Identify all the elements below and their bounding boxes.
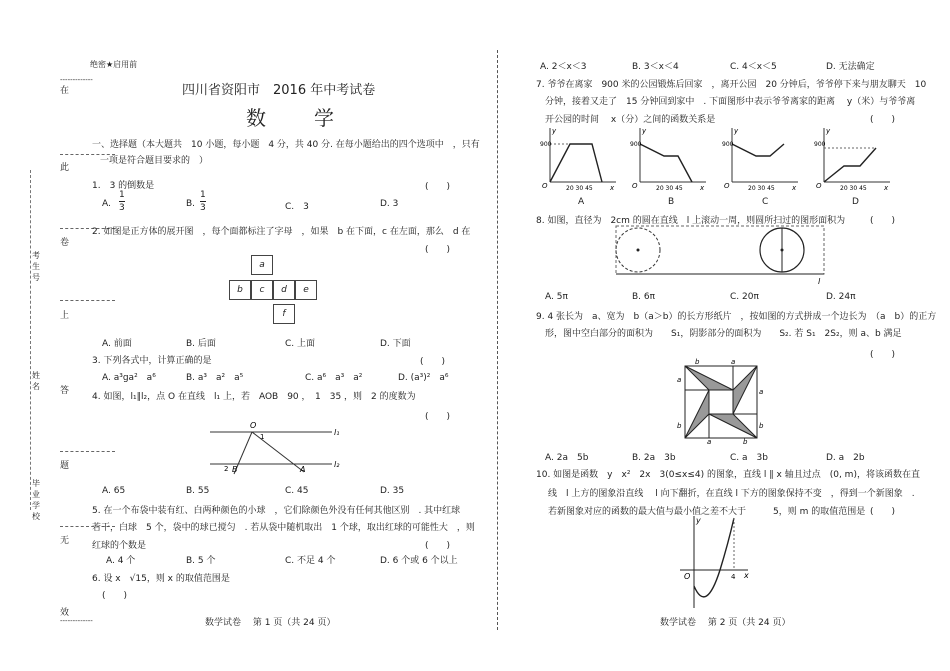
line-l-label: l [818, 277, 821, 286]
q7-stem: 7. 爷爷在离家 900 米的公园锻炼后回家 ，离开公园 20 分钟后，爷爷停下来与朋友聊天 10 [536, 80, 927, 90]
q9-option-a[interactable]: A. 2a 5b [545, 453, 589, 463]
q7-option-d[interactable]: D [852, 197, 859, 207]
q9-option-d[interactable]: D. a 2b [826, 453, 865, 463]
origin: O [816, 182, 822, 190]
q10-answer-paren[interactable]: ( ) [870, 507, 896, 517]
q3-option-d[interactable]: D. (a³)² a⁶ [398, 373, 449, 383]
label-O: O [250, 421, 257, 430]
origin: O [632, 182, 638, 190]
q3-option-c[interactable]: C. a⁶ a³ a² [305, 373, 363, 383]
q1-answer-paren[interactable]: ( ) [425, 182, 451, 192]
q1-frac-a [119, 189, 125, 214]
q7-graph-d [814, 126, 894, 192]
q8-answer-paren[interactable]: ( ) [870, 216, 896, 226]
q9-option-c[interactable]: C. a 3b [730, 453, 768, 463]
q6-stem: 6. 设 x √15，则 x 的取值范围是 [92, 574, 230, 584]
net-face-e: e [295, 280, 317, 300]
q10-stem: 10. 如图是函数 y x² 2x 3(0≤x≤4) 的图象，直线 l ∥ x 轴且过点 (0, m)，将该函数在直 [536, 470, 920, 480]
q6-answer-paren[interactable]: ( ) [102, 591, 128, 601]
x-axis-label: x [884, 184, 889, 192]
q4-option-c[interactable]: C. 45 [285, 486, 309, 496]
seal-dash: ------------- [60, 617, 93, 625]
q1-frac-b [200, 189, 206, 214]
examinee-number-label: 考生号 [32, 251, 40, 282]
q1-option-d[interactable]: D. 3 [380, 199, 399, 209]
q1-option-b[interactable]: B. [186, 199, 196, 209]
q1-option-c[interactable]: C. 3 [285, 202, 309, 212]
origin: O [542, 182, 548, 190]
seal-char: 效 [60, 608, 70, 618]
q4-option-a[interactable]: A. 65 [102, 486, 126, 496]
seal-char: 在 [60, 86, 70, 96]
margin-binding-line [30, 170, 31, 510]
q9-option-b[interactable]: B. 2a 3b [632, 453, 676, 463]
q1-stem: 1. 3 的倒数是 [92, 181, 155, 191]
q2-option-b[interactable]: B. 后面 [186, 339, 216, 349]
side-label: b [695, 358, 700, 366]
x-ticks: 20 30 45 [566, 185, 593, 192]
tick-900: 900 [722, 141, 734, 148]
denominator: 3 [200, 203, 206, 213]
x-ticks: 20 30 45 [748, 185, 775, 192]
origin: O [724, 182, 730, 190]
q7-graph-c [722, 126, 802, 192]
q2-option-d[interactable]: D. 下面 [380, 339, 411, 349]
exam-title: 四川省资阳市 2016 年中考试卷 [182, 83, 376, 98]
q7-graph-b [630, 126, 710, 192]
net-face-d: d [273, 280, 295, 300]
side-label: a [677, 376, 682, 384]
footer-left: 数学试卷 第 1 页（共 24 页） [205, 618, 336, 628]
y-axis-label: y [642, 127, 647, 135]
q10-stem-3: 若新图象对应的函数的最大值与最小值之差不大于 5，则 m 的取值范围是 [548, 507, 866, 517]
q9-stem: 9. 4 张长为 a、宽为 b（a＞b）的长方形纸片 ，按如图的方式拼成一个边长为 （a b）的正方 [536, 312, 937, 322]
school-label: 毕业学校 [32, 479, 40, 521]
q10-figure [676, 514, 752, 610]
q5-stem-3: 红球的个数是 [92, 541, 147, 551]
q3-stem: 3. 下列各式中，计算正确的是 [92, 356, 212, 366]
q5-option-d[interactable]: D. 6 个或 6 个以上 [380, 556, 458, 566]
q4-option-d[interactable]: D. 35 [380, 486, 405, 496]
x-axis-label: x [610, 184, 615, 192]
y-axis-label: y [552, 127, 557, 135]
q5-stem: 5. 在一个布袋中装有红、白两种颜色的小球 ，它们除颜色外没有任何其他区别 . 其中红球 [92, 506, 461, 516]
y-axis-label: y [696, 516, 701, 525]
q6-option-d[interactable]: D. 无法确定 [826, 62, 875, 72]
tick-4: 4 [731, 573, 736, 581]
q5-option-b[interactable]: B. 5 个 [186, 556, 216, 566]
y-axis-label: y [734, 127, 739, 135]
net-face-f: f [273, 304, 295, 324]
q6-option-b[interactable]: B. 3＜x＜4 [632, 62, 679, 72]
net-face-c: c [251, 280, 273, 300]
tick-900: 900 [630, 141, 642, 148]
side-label: a [759, 388, 764, 396]
q7-stem-2: 分钟，接着又走了 15 分钟回到家中 . 下面图形中表示爷爷离家的距离 y（米）与爷爷离 [545, 97, 916, 107]
numerator: 1 [200, 190, 206, 200]
tick-900: 900 [540, 141, 552, 148]
label-2: 2 [224, 465, 229, 473]
label-l1: l₁ [334, 428, 340, 437]
seal-char: 无 [60, 536, 70, 546]
tick-900: 900 [814, 141, 826, 148]
label-A: A [300, 465, 306, 474]
secret-label: 绝密★启用前 [90, 60, 138, 69]
side-label: b [677, 422, 682, 430]
q4-figure [208, 418, 348, 480]
q7-option-a[interactable]: A [578, 197, 585, 207]
q9-figure [677, 356, 767, 444]
q2-option-a[interactable]: A. 前面 [102, 339, 132, 349]
section-heading: 一、选择题（本大题共 10 小题，每小题 4 分，共 40 分. 在每小题给出的四个选项中 ，只有 [92, 140, 480, 150]
origin: O [684, 572, 691, 581]
x-axis-label: x [792, 184, 797, 192]
q8-figure [614, 224, 829, 286]
q3-answer-paren[interactable]: ( ) [420, 357, 446, 367]
seal-char: 答 [60, 386, 70, 396]
q7-graph-a [540, 126, 620, 192]
seal-line [60, 300, 115, 301]
q8-option-a[interactable]: A. 5π [545, 292, 568, 302]
q3-option-a[interactable]: A. a³ga² a⁶ [102, 373, 156, 383]
net-face-b: b [229, 280, 251, 300]
q4-stem: 4. 如图，l₁∥l₂，点 O 在直线 l₁ 上，若 AOB 90 ， 1 35 ，则 2 的度数为 [92, 392, 416, 402]
page-divider [497, 50, 498, 630]
side-label: b [759, 422, 764, 430]
exam-subject: 数 学 [246, 106, 348, 130]
q5-stem-2: 若干，白球 5 个，袋中的球已搅匀 . 若从袋中随机取出 1 个球，取出红球的可能性大 ，则 [92, 523, 475, 533]
q9-stem-2: 形，图中空白部分的面积为 S₁，阴影部分的面积为 S₂. 若 S₁ 2S₂，则 a、b 满足 [545, 329, 902, 339]
q2-option-c[interactable]: C. 上面 [285, 339, 316, 349]
q4-option-b[interactable]: B. 55 [186, 486, 210, 496]
q2-answer-paren[interactable]: ( ) [425, 245, 451, 255]
seal-line [60, 451, 115, 452]
seal-char: 上 [60, 311, 70, 321]
q7-option-b[interactable]: B [668, 197, 675, 207]
q5-option-c[interactable]: C. 不足 4 个 [285, 556, 336, 566]
q8-stem: 8. 如图，直径为 2cm 的圆在直线 l 上滚动一周，则圆所扫过的图形面积为 [536, 216, 846, 226]
q8-option-c[interactable]: C. 20π [730, 292, 759, 302]
x-axis-label: x [700, 184, 705, 192]
x-ticks: 20 30 45 [656, 185, 683, 192]
net-face-a: a [251, 255, 273, 275]
label-l2: l₂ [334, 460, 340, 469]
q5-answer-paren[interactable]: ( ) [425, 541, 451, 551]
label-B: B [232, 465, 238, 474]
side-label: a [707, 438, 712, 444]
section-heading-2: 一项是符合题目要求的 ） [100, 156, 209, 166]
q7-answer-paren[interactable]: ( ) [870, 115, 896, 125]
q9-answer-paren[interactable]: ( ) [870, 350, 896, 360]
q8-option-d[interactable]: D. 24π [826, 292, 856, 302]
q10-stem-2: 线 l 上方的图象沿直线 l 向下翻折，在直线 l 下方的图象保持不变 ，得到一个新图象 . [548, 489, 915, 499]
side-label: a [731, 358, 736, 366]
x-ticks: 20 30 45 [840, 185, 867, 192]
name-label: 姓名 [32, 371, 40, 391]
q7-stem-3: 开公园的时间 x（分）之间的函数关系是 [545, 115, 716, 125]
q5-option-a[interactable]: A. 4 个 [106, 556, 136, 566]
label-1: 1 [260, 433, 265, 441]
seal-dash: ------------- [60, 76, 93, 84]
footer-right: 数学试卷 第 2 页（共 24 页） [660, 618, 791, 628]
q3-option-b[interactable]: B. a³ a² a⁵ [186, 373, 244, 383]
x-axis-label: x [744, 571, 749, 580]
q7-option-c[interactable]: C [762, 197, 769, 207]
q1-option-a[interactable]: A. [102, 199, 111, 209]
q8-option-b[interactable]: B. 6π [632, 292, 656, 302]
seal-char: 此 [60, 163, 70, 173]
numerator: 1 [119, 190, 125, 200]
q6-option-a[interactable]: A. 2＜x＜3 [540, 62, 587, 72]
y-axis-label: y [826, 127, 831, 135]
q6-option-c[interactable]: C. 4＜x＜5 [730, 62, 777, 72]
q4-answer-paren[interactable]: ( ) [425, 412, 451, 422]
seal-char: 题 [60, 461, 70, 471]
q2-stem: 2. 如图是正方体的展开图 ，每个面都标注了字母 ，如果 b 在下面，c 在左面，那么 d 在 [92, 227, 471, 237]
denominator: 3 [119, 203, 125, 213]
seal-char: 卷 [60, 238, 70, 248]
side-label: b [743, 438, 748, 444]
